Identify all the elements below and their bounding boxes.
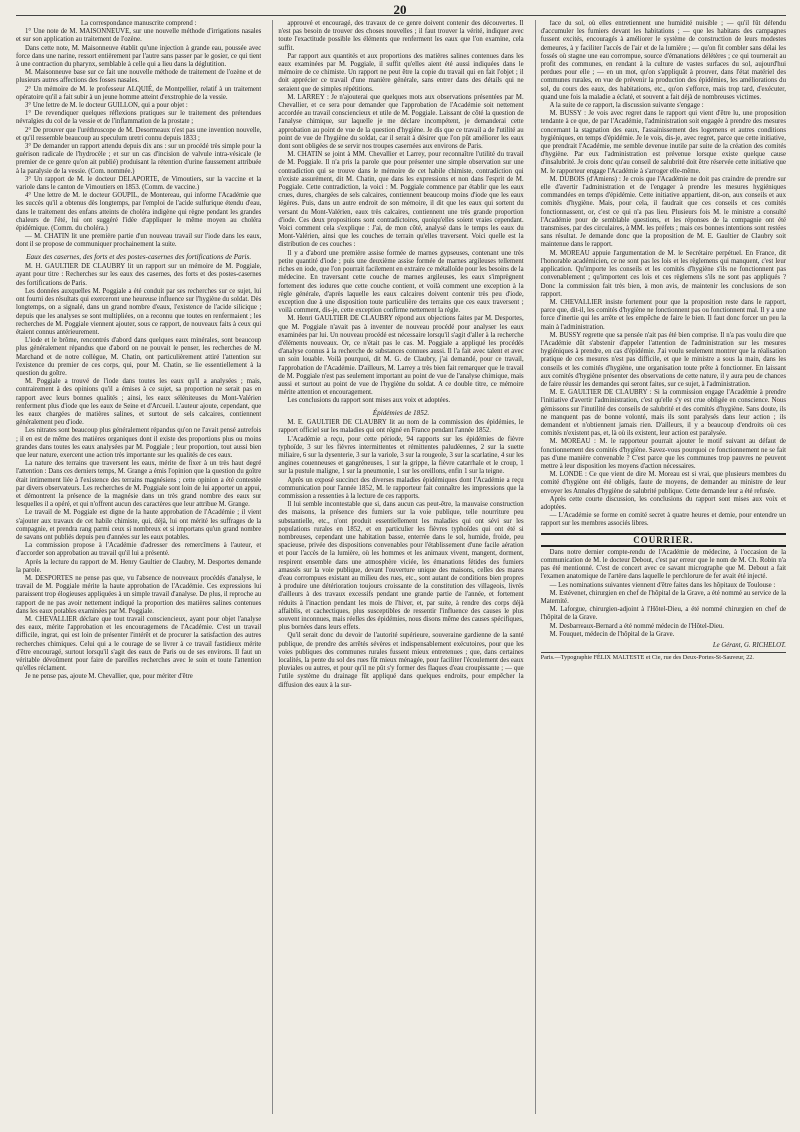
paragraph: Les nitrates sont beaucoup plus généralement répandus qu'on ne l'avait pensé autrefois ; il en est de même des matières organiques dont il existe des proportions plus ou moins grandes dans toutes les eaux analysées par M. Poggiale ; leur proportion, tout aussi bien que leur nature, exercent une action très importante sur les qualités de ces eaux. [16,427,262,459]
paragraph: M. Estévenet, chirurgien en chef de l'hôpital de la Grave, a été nommé au service de la Maternité. [540,589,786,606]
paragraph: La nature des terrains que traversent les eaux, mérite de fixer à un très haut degré l'attention : Dans ces derniers temps, M. Grange a émis l'opinion que la question du goître était intimement liée à l'existence des terrains magnésiens ; cette opinion a été contestée par divers observateurs. Les recherches de M. Poggiale sont loin de lui apporter un appui, et démontrent la présence de la magnésie dans un très grand nombre des eaux sur lesquelles il a opéré, et qui n'offrent aucun des caractères que leur attribue M. Grange. [16,460,262,509]
paragraph: 3° Un rapport de M. le docteur DELAPORTE, de Vimoutiers, sur la vaccine et la variole dans le canton de Vimoutiers en 1853. (Comm. de vaccine.) [16,175,262,192]
paragraph: 2° Un mémoire de M. le professeur ALQUIÉ, de Montpellier, relatif à un traitement opératoire qu'il a fait subir à un jeune homme atteint d'exstrophie de la vessie. [16,85,262,101]
paragraph: Après un exposé succinct des diverses maladies épidémiques dont l'Académie a reçu communication pour l'année 1852, M. le rapporteur fait connaître les impressions que la commission a ressenties à la lecture de ces rapports. [278,476,524,500]
paragraph: M. DESPORTES ne pense pas que, vu l'absence de nouveaux procédés d'analyse, le travail de M. Poggiale mérite la haute approbation de l'Académie. Ces expressions lui paraissent trop élogieuses appliquées à un simple travail d'analyse. De plus, il reproche au rapport de ne pas avoir nettement indiqué la proportion des matières salines contenues dans les eaux potables examinées par M. Poggiale. [16,575,262,615]
paragraph: La commission propose à l'Académie d'adresser des remercîmens à l'auteur, et d'accorder son approbation au travail qu'il lui a présenté. [16,542,262,558]
paragraph: M. CHEVALLIER déclare que tout travail consciencieux, ayant pour objet l'analyse des eaux, mérite l'approbation et les encouragemens de l'Académie. C'est un travail difficile, ingrat, qui est loin de présenter l'intérêt et de procurer la satisfaction des autres recherches chimiques. Celui qui a le courage de se livrer à ce travail fastidieux mérite d'être encouragé, surtout lorsqu'il s'agit des eaux de Paris ou de ses environs. Il faut un véritable dévoûment pour faire de pareilles recherches avec le soin et toute l'attention qu'elles réclament. [16,616,262,673]
paragraph: M. DUBOIS (d'Amiens) : Je crois que l'Académie ne doit pas craindre de prendre sur elle d'avertir l'administration et de l'engager à prendre les mesures hygiéniques commandées en temps d'épidémie. Cette initiative appartient, dit-on, aux conseils et aux comités d'hygiène. Mais, pour cela, il faudrait que ces conseils et ces comités fonctionnassent, or, c'est ce qui n'a pas lieu. Plusieurs fois M. le ministre a consulté l'Académie pour de semblable questions, et les réponses de la compagnie ont été transmises, par des circulaires, à MM. les préfets ; mais ces bonnes intentions sont restées sans résultat. Je demande donc que la proposition de M. E. Gaultier de Claubry soit maintenue dans le rapport. [540,175,786,249]
paragraph: Il lui semble incontestable que si, dans aucun cas peut-être, la mauvaise construction des maisons, la présence des fumiers sur la voie publique, telle nourriture peu substantielle, etc., n'ont produit essentiellement les maladies qui ont sévi sur les populations rurales en 1852, et en particulier les fièvres typhoïdes qui ont été si nombreuses, cependant une habitation basse, enterrée dans le sol, humide, froide, peu spacieuse, privée des dispositions convenables pour l'établissement d'une facile aération et pour l'accès de la lumière, où les hommes et les animaux vivent, mangent, dorment, respirent ensemble dans une atmosphère viciée, les émanations fétides des fumiers amassés sur la voie publique, devant l'ouverture unique des maisons, celles des mares d'eau corrompues existant au milieu des rues, etc., sont autant de conditions bien propres à produire une détérioration toujours croissante de la constitution des villageois, livrés d'ailleurs à des travaux excessifs pendant une grande partie de l'année, et fortement réduits à l'inaction pendant les mois de l'hiver, et, par suite, à rendre des corps déjà affaiblis, et cachectiques, plus susceptibles de ressentir l'influence des causes le plus souvent inconnues, mais réelles des épidémies, nous disons même des causes spécifiques, plus bornées dans leurs effets. [278,501,524,632]
paragraph: M. Fouquet, médecin de l'hôpital de la Grave. [549,630,675,638]
paragraph: Dans cette note, M. Maisonneuve établit qu'une injection à grande eau, poussée avec force dans une narine, ressort entièrement par l'autre sans passer par le gosier, ce qui tient à une contraction du pharynx, semblable à celle qui a lieu dans la déglutition. [16,44,262,69]
paragraph: Les conclusions du rapport sont mises aux voix et adoptées. [287,397,451,405]
paragraph: A la suite de ce rapport, la discussion suivante s'engage : [549,102,704,110]
section-heading: Épidémies de 1852. [372,408,430,417]
paragraph: Qu'il serait donc du devoir de l'autorité supérieure, souveraine gardienne de la santé publique, de prendre des arrêtés sévères et indispensablement exécutoires, pour que les voies publiques des communes rurales fussent mieux entretenues ; que, dans certaines localités, la pente du sol des rues fût mieux ménagée, pour faciliter l'écoulement des eaux pluviales ou autres, et pour qu'il ne pût s'y former des flaques d'eau croupissante ; — que l'utile système du drainage fût appliqué dans quelques endroits, pour empêcher la diffusion des eaux à la sur- [278,632,524,689]
printer-imprint: Paris.—Typographie FÉLIX MALTESTE et Cie, rue des Deux-Portes-St-Sauveur, 22. [541,652,786,662]
paragraph: 4° Une lettre de M. le docteur GOUPIL, de Montereau, qui informe l'Académie que les succès qu'il a obtenus dès longtemps, par l'emploi de l'acide sulfurique étendu d'eau, dans le traitement des enfans atteints de choléra indigène qui règne pendant les grandes chaleurs de l'été, lui ont suggéré l'idée d'appliquer le même moyen au choléra épidémique. (Comm. du choléra.) [16,192,262,233]
paragraph: Dans notre dernier compte-rendu de l'Académie de médecine, à l'occasion de la communication de M. le docteur Debout, c'est par erreur que le nom de M. Ch. Robin n'a pas été mentionné. C'est de concert avec ce savant micrographe que M. Debout a fait l'examen anatomique de l'artère dans laquelle le perchlorure de fer avait été injecté. [540,548,786,581]
column-right [535,20,786,1114]
intro-line: La correspondance manuscrite comprend : [80,20,197,27]
paragraph: M. MOREAU : M. le rapporteur pourrait ajouter le motif suivant au défaut de fonctionnement des comités d'hygiène. Savez-vous pourquoi ce fonctionnement ne se fait pas d'une manière convenable ? C'est parce que les communes trop pauvres ne peuvent mettre à leur disposition les moyens d'action nécessaires. [540,438,786,470]
paragraph: L'Académie a reçu, pour cette période, 94 rapports sur les épidémies de fièvre typhoïde, 3 sur les fièvres intermittentes et rémittentes paludéennes, 2 sur la suette miliaire, 6 sur la dysenterie, 3 sur la variole, 3 sur la rougeole, 3 sur la scarlatine, 4 sur les angines couenneuses et gangréneuses, 1 sur la grippe, la fièvre catarrhale et le croup, 1 sur la pustule maligne, 1 sur la pneumonie, 1 sur les oreillons, enfin 1 sur la teigne. [278,435,524,476]
paragraph: M. BUSSY regrette que sa pensée n'ait pas été bien comprise. Il n'a pas voulu dire que l'Académie dût s'abstenir d'appeler l'attention de l'administration sur les mesures hygiéniques à prendre, en cas d'épidémie. J'ai voulu seulement montrer que la réalisation pratique de ces mesures n'est pas difficile, et que le ministre a sous la main, dans les conseils et les comités d'hygiène, une organisation toute prête à fonctionner. En laissant aux comités d'hygiène présenter des observations de cette nature, il y aura peu de chances de faire réussir les demandes qui seront faites, sur ce sujet, à l'administration. [540,331,786,388]
paragraph: 2° De prouver que l'uréthroscope de M. Desormeaux n'est pas une invention nouvelle, et qu'il ressemble beaucoup au speculum uretri connu depuis 1833 ; [16,126,262,142]
paragraph: M. BUSSY : Je vois avec regret dans le rapport qui vient d'être lu, une proposition tendante à ce que, de par l'Académie, l'administration soit engagée à prendre des mesures concernant la stagnation des eaux, l'assainissement des logemens et autres conditions hygiéniques, en temps d'épidémie. Je le vois, dis-je, avec regret, parce que cette initiative, que prendrait l'Académie, me semble devenue inutile par suite de la création des comités d'hygiène. Par eux l'administration est prévenue lorsque existe quelque cause d'insalubrité. Je crois donc qu'au conseil de salubrité doit être réservée cette initiative que M. le rapporteur engage l'Académie à s'arroger elle-même. [540,110,786,175]
paragraph: M. LARREY : Je n'ajouterai que quelques mots aux observations présentées par M. Chevallier, et ce sera pour demander que l'approbation de l'Académie soit nettement accordée au travail consciencieux et utile de M. Poggiale. Laissant de côté la question de l'analyse chimique, sur laquelle je me déclare incompétent, je demanderai cette approbation au point de vue de la question d'hygiène. Je dis que ce travail a de l'utilité au point de vue de l'hygiène du soldat, car il serait à désirer que l'on pût améliorer les eaux dont sont obligées de se servir nos troupes casernées aux environs de Paris. [278,93,524,151]
paragraph: Je ne pense pas, ajoute M. Chevallier, que, pour mériter d'être [25,673,193,681]
paragraph: M. Henri GAULTIER DE CLAUBRY répond aux objections faites par M. Desportes, que M. Poggiale n'avait pas à inventer de nouveau procédé pour analyser les eaux examinées par lui. Un nouveau procédé est nécessaire lorsqu'il s'agit d'aller à la recherche d'éléments nouveaux. Or, ce n'était pas le cas. M. Poggiale a appliqué les procédés d'analyse connus à la recherche de substances connues aussi. Il l'a fait avec talent et avec un soin louable. Voilà pourquoi, dit M. G. de Claubry, j'ai demandé, pour ce travail, l'approbation de l'Académie. D'ailleurs, M. Larrey a très bien fait remarquer que le travail de M. Poggiale n'est pas seulement important au point de vue de l'analyse chimique, mais aussi et surtout au point de vue de l'hygiène du soldat. A ce double titre, ce mémoire mérite attention et encouragement. [278,315,524,397]
paragraph: 3° De demander un rapport attendu depuis dix ans : sur un procédé très simple pour la guérison radicale de l'hydrocèle ; et sur un cas d'incision de valvule intra-vésicale (le premier de ce genre qu'on ait publié) produisant la rétention d'urine faussement attribuée à la paralysie de la vessie. (Com. nommée.) [16,143,262,175]
column-left [16,20,261,1114]
paragraph: Le travail de M. Poggiale est digne de la haute approbation de l'Académie ; il vient s'ajouter aux travaux de cet habile chimiste, qui, déjà, lui ont mérité les suffrages de la compagnie, et prendra rang parmi ceux si nombreux et si importans qu'un grand nombre de savans ont publiés depuis peu d'années sur les eaux potables. [16,509,262,541]
paragraph: Il y a d'abord une première assise formée de marnes gypseuses, contenant une très petite quantité d'iode ; puis une deuxième assise formée de marnes argileuses tellement riches en iode, que l'on pourrait facilement en extraire ce métalloïde pour les besoins de la médecine. En traversant cette couche de marnes argileuses, les eaux s'imprègnent fortement des iodures que cette couche contient, et voilà comment une exception à la règle générale, d'après laquelle les eaux calcaires doivent contenir très peu d'iode, exception due à une disposition toute particulière des terrains que ces eaux traversent ; voilà comment, dis-je, cette exception confirme nettement la règle. [278,249,524,315]
paragraph: M. Laforgue, chirurgien-adjoint à l'Hôtel-Dieu, a été nommé chirurgien en chef de l'hôpital de la Grave. [540,606,786,622]
paragraph: — Les nominations suivantes viennent d'être faites dans les hôpitaux de Toulouse : [549,581,776,589]
paragraph: M. MOREAU appuie l'argumentation de M. le Secrétaire perpétuel. En France, dit l'honorable académicien, ce ne sont pas les lois et les règlemens qui manquent, c'est leur application. Qu'importe les conseils et les comités d'hygiène s'ils ne fonctionnent pas convenablement ; qu'importent ces lois et ces règlemens s'ils ne sont pas appliqués ? Donc la commission fait très bien, à mon avis, de maintenir les conclusions de son rapport. [540,249,786,298]
paragraph: M. LONDE : Ce que vient de dire M. Moreau est si vrai, que plusieurs membres du comité d'hygiène ont été obligés, faute de moyens, de demander au ministre de leur envoyer les Annales d'hygiène de salubrité publique. Cette demande leur a été refusée. [540,471,786,495]
paragraph: L'iode et le brôme, rencontrés d'abord dans quelques eaux minérales, sont beaucoup plus généralement répandus que d'abord on ne pouvait le penser, les recherches de M. Marchand et de notre collègue, M. Chatin, ont particulièrement attiré l'attention sur l'existence du premier de ces corps, qui, pour M. Chatin, se lie essentiellement à la question du goître. [16,337,262,377]
section-banner: COURRIER. [541,533,786,547]
paragraph: 1° Une note de M. MAISONNEUVE, sur une nouvelle méthode d'irrigations nasales et sur son application au traitement de l'ozène. [16,28,262,44]
paragraph: approuvé et encouragé, des travaux de ce genre doivent contenir des découvertes. Il n'est pas besoin de trouver des choses nouvelles ; il faut trouver la vérité, indiquer avec toute l'exactitude possible les éléments que renferment les eaux que l'on examine, cela suffit. [278,20,524,52]
paragraph: M. E. GAULTIER DE CLAUBRY lit au nom de la commission des épidémies, le rapport officiel sur les maladies qui ont régné en France pendant l'année 1852. [278,419,524,435]
paragraph: Après la lecture du rapport de M. Henry Gaultier de Claubry, M. Desportes demande la parole. [16,558,262,574]
paragraph: Après cette courte discussion, les conclusions du rapport sont mises aux voix et adoptées. [540,495,786,511]
page-number: 20 [393,2,407,17]
paragraph: M. Maisonneuve base sur ce fait une nouvelle méthode de traitement de l'ozène et de plusieurs autres affections des fosses nasales. [16,69,262,85]
paragraph: M. Desbarreaux-Bernard a été nommé médecin de l'Hôtel-Dieu. [549,622,724,630]
paragraph: M. H. GAULTIER DE CLAUBRY lit un rapport sur un mémoire de M. Poggiale, ayant pour titre : Recherches sur les eaux des casernes, des forts et des postes-casernes des fortifications de Paris. [16,263,262,287]
paragraph: M. CHATIN se joint à MM. Chevallier et Larrey, pour reconnaître l'utilité du travail de M. Poggiale. Il n'a pris la parole que pour présenter une simple observation sur une contradiction qui se trouve dans le mémoire de cet habile chimiste, contradiction qui n'existe assurément, dit M. Chatin, que dans les expressions et non dans l'esprit de M. Poggiale. Cette contradiction, la voici : M. Poggiale commence par établir que les eaux crues, dures, chargées de sels calcaires, contiennent beaucoup moins d'iode que les eaux légères. Puis, dans un autre endroit de son mémoire, il dit que les eaux qui sortent du versant du Mont-Valérien, eaux très calcaires, contiennent une très grande proportion d'iode. Ces deux propositions sont contradictoires, quoiqu'elles soient vraies cependant. Voici comment cela s'explique : J'ai, de mon côté, analysé dans le temps les eaux du Mont-Valérien, ainsi que les couches de terrain qu'elles traversent. Voici quelle est la distribution de ces couches : [278,151,524,249]
header-rule [16,15,786,16]
paragraph: Par rapport aux quantités et aux proportions des matières salines contenues dans les eaux examinées par M. Poggiale, il suffit qu'elles aient été aussi indiquées dans le mémoire de ce chimiste. Un rapport ne peut être la copie du travail qui en fait l'objet ; il doit apprécier ce travail d'une manière générale, sans entrer dans des détails qui ne seraient que de simples répétitions. [278,52,524,93]
paragraph: M. Poggiale a trouvé de l'iode dans toutes les eaux qu'il a analysées ; mais, contrairement à des opinions qu'il a émises à ce sujet, sa proportion ne serait pas en rapport avec leurs bonnes qualités ; ainsi, les eaux séléniteuses du Mont-Valérien renferment plus d'iode que les eaux de Seine et d'Arcueil. L'auteur ajoute, cependant, que les eaux chargées de matières salines, et surtout de sels calcaires, contiennent généralement peu d'iode. [16,378,262,427]
paragraph: 3° Une lettre de M. le docteur GUILLON, qui a pour objet : [25,102,188,110]
paragraph: M. E. GAULTIER DE CLAUBRY : Si la commission engage l'Académie à prendre l'initiative d'avertir l'administration, c'est qu'elle s'y est crue obligée en conscience. Nous gémissons sur l'inutilité des conseils de salubrité et des comités d'hygiène. Sans doute, ils ne manquent pas de bonne volonté, mais ils sont paralysés dans leur action ; ils demandent et n'obtiennent jamais rien. D'ailleurs, il y a beaucoup d'endroits où ces comités n'existent pas, et, là où ils existent, leur action est paralysée. [540,389,786,438]
paragraph: — M. CHATIN lit une première partie d'un nouveau travail sur l'iode dans les eaux, dont il se propose de communiquer prochainement la suite. [16,233,262,249]
text-columns [16,20,786,1114]
paragraph: — L'Académie se forme en comité secret à quatre heures et demie, pour entendre un rapport sur les membres associés libres. [540,512,786,528]
paragraph: 1° De revendiquer quelques réflexions pratiques sur le traitement des prétendues névralgies du col de la vessie et de l'inflammation de la prostate ; [16,110,262,126]
signature-line: Le Gérant, G. RICHELOT. [712,642,786,650]
paragraph: Les données auxquelles M. Poggiale a été conduit par ses recherches sur ce sujet, lui ont fourni des résultats qui exerceront une heureuse influence sur l'hygiène du soldat. Dès longtemps, on a signalé, dans un grand nombre d'eaux, l'existence de l'acide silicique ; depuis que les analyses se sont multipliées, on a reconnu que toutes en renfermaient ; les recherches de M. Poggiale viennent ajouter, sous ce rapport, de nouveaux faits à ceux qui étaient connus antérieurement. [16,287,262,336]
paragraph: M. CHEVALLIER insiste fortement pour que la proposition reste dans le rapport, parce que, dit-il, les comités d'hygiène ne fonctionnent pas ou fonctionnent mal. Il y a une force d'inertie qui les arrête et les empêche de faire le bien. Il faut donc forcer un peu la main à l'administration. [540,298,786,331]
section-heading: Eaux des casernes, des forts et des postes-casernes des fortifications de Paris. [26,252,252,261]
paragraph: face du sol, où elles entretiennent une humidité nuisible ; — qu'il fût défendu d'accumuler les fumiers devant les habitations ; — que les habitans des campagnes fussent excités, encouragés à améliorer le système de construction de leurs modestes demeures, à y faciliter l'accès de l'air et de la lumière ; — qu'on fit combler sans délai les fossés où stagne une eau corrompue, source d'émanations délétères ; ce qui tournerait au profit des communes, en rendant à la culture de vastes surfaces du sol, aujourd'hui perdues pour elle ; — en un mot, qu'on s'appliquât à prouver, dans l'état matériel des communes rurales, en vue de prévenir la production des épidémies, les améliorations du sol, du cours des eaux, des habitations, etc., qu'on s'efforce, mais trop tard, d'exécuter, quand une fois la maladie a éclaté, et souvent a fait déjà de nombreuses victimes. [540,20,786,101]
column-middle [272,20,523,1114]
